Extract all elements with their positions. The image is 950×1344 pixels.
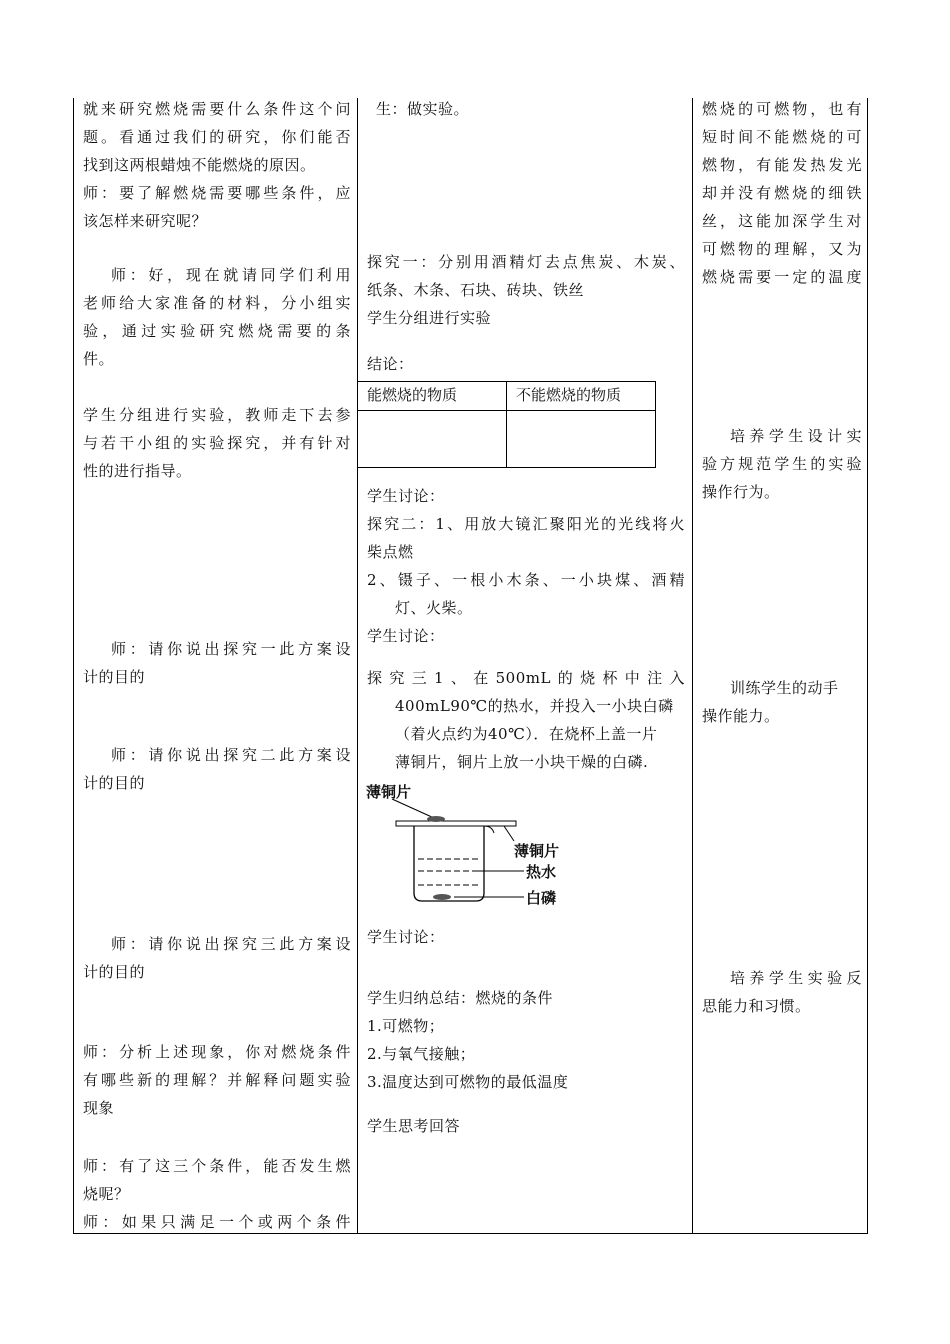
text-line: 有哪些新的理解？并解释问题实验 bbox=[83, 1071, 351, 1089]
text-line: 现象 bbox=[83, 1099, 115, 1117]
text-line: 找到这两根蜡烛不能燃烧的原因。 bbox=[83, 156, 316, 174]
text-line: 可燃物的理解，又为 bbox=[702, 240, 862, 258]
text-line: 师：分析上述现象，你对燃烧条件 bbox=[83, 1043, 351, 1061]
text-line: 柴点燃 bbox=[367, 543, 414, 561]
text-line: 思能力和习惯。 bbox=[702, 997, 811, 1015]
text-line: 题。看通过我们的研究，你们能否 bbox=[83, 128, 351, 146]
text-line: 训练学生的动手 bbox=[730, 679, 839, 697]
text-line: 师：请你说出探究三此方案设 bbox=[111, 935, 351, 953]
table-header: 不能燃烧的物质 bbox=[507, 382, 656, 411]
text-line: 就来研究燃烧需要什么条件这个问 bbox=[83, 100, 351, 118]
text-line: 操作能力。 bbox=[702, 707, 780, 725]
text-line: 件。 bbox=[83, 350, 115, 368]
text-line: 操作行为。 bbox=[702, 483, 780, 501]
text-line: 探究一：分别用酒精灯去点焦炭、木炭、 bbox=[367, 253, 685, 271]
label-hot-water: 热水 bbox=[526, 863, 557, 881]
intent-column bbox=[693, 98, 867, 1233]
text-line: 学生讨论： bbox=[367, 487, 445, 505]
student-column bbox=[358, 98, 693, 1233]
text-line: 短时间不能燃烧的可 bbox=[702, 128, 862, 146]
text-line: 400mL90℃的热水，并投入一小块白磷 bbox=[395, 697, 674, 715]
text-line: 燃物，有能发热发光 bbox=[702, 156, 862, 174]
text-line: 师：有了这三个条件，能否发生燃 bbox=[83, 1157, 351, 1175]
text-line: 学生归纳总结：燃烧的条件 bbox=[367, 989, 554, 1007]
text-line: 学生思考回答 bbox=[367, 1117, 461, 1135]
label-top-copper: 薄铜片 bbox=[366, 783, 412, 801]
text-line: 学生讨论： bbox=[367, 627, 445, 645]
text-line: 学生分组进行实验，教师走下去参 bbox=[83, 406, 351, 424]
text-line: 该怎样来研究呢？ bbox=[83, 212, 208, 230]
text-line: 纸条、木条、石块、砖块、铁丝 bbox=[367, 281, 585, 299]
text-line: 薄铜片，铜片上放一小块干燥的白磷. bbox=[395, 753, 649, 771]
text-line: 培养学生实验反 bbox=[730, 969, 862, 987]
text-line: 丝，这能加深学生对 bbox=[702, 212, 862, 230]
text-line: 性的进行指导。 bbox=[83, 462, 192, 480]
text-line: 与若干小组的实验探究，并有针对 bbox=[83, 434, 351, 452]
white-phosphorus-bottom bbox=[433, 894, 451, 900]
table-header: 能燃烧的物质 bbox=[358, 382, 507, 411]
text-line: 燃烧需要一定的温度 bbox=[702, 268, 862, 286]
text-line: 灯、火柴。 bbox=[395, 599, 473, 617]
text-line: 学生分组进行实验 bbox=[367, 309, 492, 327]
text-line: 师：请你说出探究二此方案设 bbox=[111, 746, 351, 764]
text-line: 2.与氧气接触； bbox=[367, 1045, 476, 1063]
text-line: （着火点约为40℃）．在烧杯上盖一片 bbox=[395, 725, 658, 743]
text-line: 计的目的 bbox=[83, 963, 146, 981]
lesson-table bbox=[73, 98, 868, 1234]
table-cell bbox=[358, 411, 507, 468]
leader-line bbox=[392, 799, 434, 818]
table-cell bbox=[507, 411, 656, 468]
text-line: 3.温度达到可燃物的最低温度 bbox=[367, 1073, 569, 1091]
conclusion-label: 结论： bbox=[367, 355, 414, 373]
beaker bbox=[414, 826, 484, 901]
text-line: 师：好，现在就请同学们利用 bbox=[111, 266, 351, 284]
result-table bbox=[357, 381, 656, 468]
label-copper-plate: 薄铜片 bbox=[514, 842, 560, 860]
text-line: 计的目的 bbox=[83, 774, 146, 792]
label-white-phosphorus: 白磷 bbox=[526, 889, 557, 907]
text-line: 1.可燃物； bbox=[367, 1017, 445, 1035]
teacher-column bbox=[74, 98, 358, 1233]
beaker-lip bbox=[484, 826, 494, 833]
white-phosphorus-top bbox=[427, 816, 445, 822]
text-line: 学生讨论： bbox=[367, 928, 445, 946]
text-line: 师：请你说出探究一此方案设 bbox=[111, 640, 351, 658]
text-line: 师：如果只满足一个或两个条件 bbox=[83, 1213, 351, 1231]
text-line: 探究二：1、用放大镜汇聚阳光的光线将火 bbox=[367, 515, 685, 533]
text-line: 验，通过实验研究燃烧需要的条 bbox=[83, 322, 351, 340]
copper-plate bbox=[396, 821, 516, 826]
text-line: 验方规范学生的实验 bbox=[702, 455, 862, 473]
text-line: 老师给大家准备的材料，分小组实 bbox=[83, 294, 351, 312]
text-line: 烧呢？ bbox=[83, 1185, 130, 1203]
text-line: 却并没有燃烧的细铁 bbox=[702, 184, 862, 202]
text-line: 师：要了解燃烧需要哪些条件，应 bbox=[83, 184, 351, 202]
text-line: 生：做实验。 bbox=[376, 100, 470, 118]
leader-line bbox=[504, 826, 514, 841]
text-line: 燃烧的可燃物，也有 bbox=[702, 100, 862, 118]
text-line: 计的目的 bbox=[83, 668, 146, 686]
beaker-diagram bbox=[364, 781, 584, 916]
text-line: 2、镊子、一根小木条、一小块煤、酒精 bbox=[367, 571, 685, 589]
text-line: 探究三1、在500mL的烧杯中注入 bbox=[367, 669, 685, 687]
text-line: 培养学生设计实 bbox=[730, 427, 862, 445]
